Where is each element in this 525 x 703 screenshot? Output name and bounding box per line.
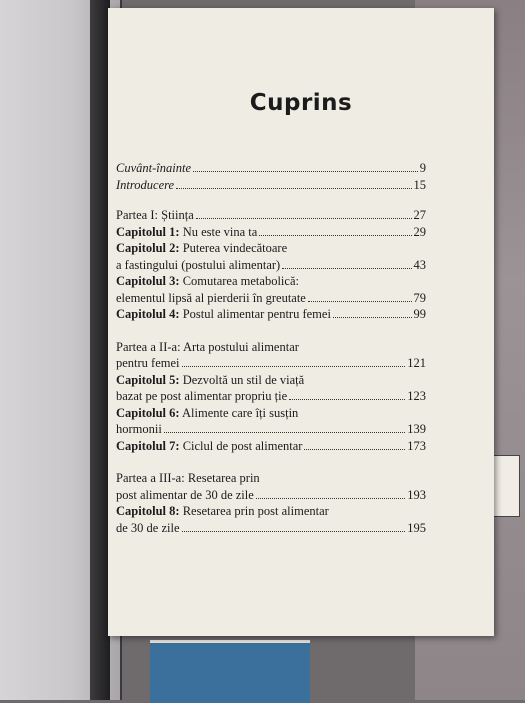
toc-chapter-7[interactable]: [116, 438, 426, 455]
toc-chapter-6[interactable]: [116, 405, 426, 438]
chapter-title: Postul alimentar pentru femei: [182, 307, 331, 321]
part-title-continued: post alimentar de 30 de zile: [116, 487, 254, 502]
toc-part-3-heading[interactable]: [116, 470, 426, 503]
chapter-title-continued: bazat pe post alimentar propriu ție: [116, 389, 288, 403]
toc-entry-label: Introducere: [116, 177, 175, 192]
dot-leader: [193, 171, 418, 172]
toc-page-number: 173: [407, 438, 426, 453]
dot-leader: [308, 301, 412, 302]
underlying-book: [150, 640, 310, 703]
chapter-title-continued: a fastingului (postului alimentar): [116, 257, 281, 272]
chapter-prefix: Capitolul 3:: [116, 274, 180, 288]
chapter-prefix: Capitolul 8:: [116, 504, 180, 518]
chapter-title-continued: elementul lipsă al pierderii în greutate: [116, 290, 306, 305]
toc-chapter-4[interactable]: [116, 306, 426, 323]
toc-chapter-1[interactable]: [116, 224, 426, 241]
dot-leader: [259, 235, 411, 236]
chapter-prefix: Capitolul 5:: [116, 372, 180, 387]
dot-leader: [289, 399, 405, 400]
part-title: Partea a III-a: Resetarea prin: [116, 471, 260, 485]
chapter-title: Puterea vindecătoare: [182, 241, 288, 255]
toc-entry-label: Cuvânt-înainte: [116, 161, 191, 175]
dot-leader: [282, 268, 411, 269]
chapter-title: Nu este vina ta: [182, 224, 258, 239]
toc-page-number: 139: [407, 422, 426, 436]
dot-leader: [182, 366, 406, 367]
chapter-title: Alimente care îți susțin: [182, 405, 299, 420]
toc-page-number: 29: [413, 224, 426, 239]
chapter-prefix: Capitolul 7:: [116, 438, 180, 453]
dot-leader: [196, 218, 412, 219]
toc-page-number: 15: [413, 177, 426, 192]
toc-entry-foreword[interactable]: [116, 160, 426, 177]
table-of-contents: [116, 160, 426, 536]
toc-part-1-heading[interactable]: [116, 207, 426, 224]
toc-chapter-8[interactable]: [116, 503, 426, 536]
toc-page-number: 193: [407, 487, 426, 502]
dot-leader: [164, 432, 405, 433]
chapter-prefix: Capitolul 4:: [116, 307, 180, 321]
chapter-prefix: Capitolul 1:: [116, 224, 180, 239]
dot-leader: [256, 498, 405, 499]
toc-chapter-5[interactable]: [116, 372, 426, 405]
part-title: Partea a II-a: Arta postului alimentar: [116, 339, 299, 354]
toc-page-number: 79: [413, 290, 426, 305]
toc-page-number: 123: [407, 389, 426, 403]
page-title: Cuprins: [249, 90, 353, 116]
chapter-title-continued: de 30 de zile: [116, 520, 180, 535]
toc-page-number: 9: [419, 161, 426, 175]
toc-page-number: 43: [413, 257, 426, 272]
chapter-prefix: Capitolul 2:: [116, 241, 180, 255]
toc-page-number: 27: [413, 208, 426, 222]
chapter-prefix: Capitolul 6:: [116, 405, 180, 420]
toc-chapter-2[interactable]: [116, 240, 426, 273]
book-page: [108, 8, 494, 636]
chapter-title: Resetarea prin post alimentar: [182, 504, 329, 518]
toc-entry-introduction[interactable]: [116, 177, 426, 194]
toc-part-2-heading[interactable]: [116, 339, 426, 372]
toc-entry-label: Partea I: Știința: [116, 208, 194, 222]
chapter-title-continued: hormonii: [116, 422, 162, 436]
toc-chapter-3[interactable]: [116, 273, 426, 306]
chapter-title: Ciclul de post alimentar: [182, 438, 303, 453]
dot-leader: [176, 188, 411, 189]
toc-page-number: 121: [407, 356, 426, 370]
chapter-title: Dezvoltă un stil de viață: [182, 372, 305, 387]
dot-leader: [304, 449, 405, 450]
book-cover-edge: [90, 0, 110, 700]
dot-leader: [333, 317, 412, 318]
toc-page-number: 195: [407, 520, 426, 535]
part-title-continued: pentru femei: [116, 356, 180, 370]
toc-page-number: 99: [413, 307, 426, 321]
chapter-title: Comutarea metabolică:: [182, 274, 299, 288]
dot-leader: [182, 531, 406, 532]
